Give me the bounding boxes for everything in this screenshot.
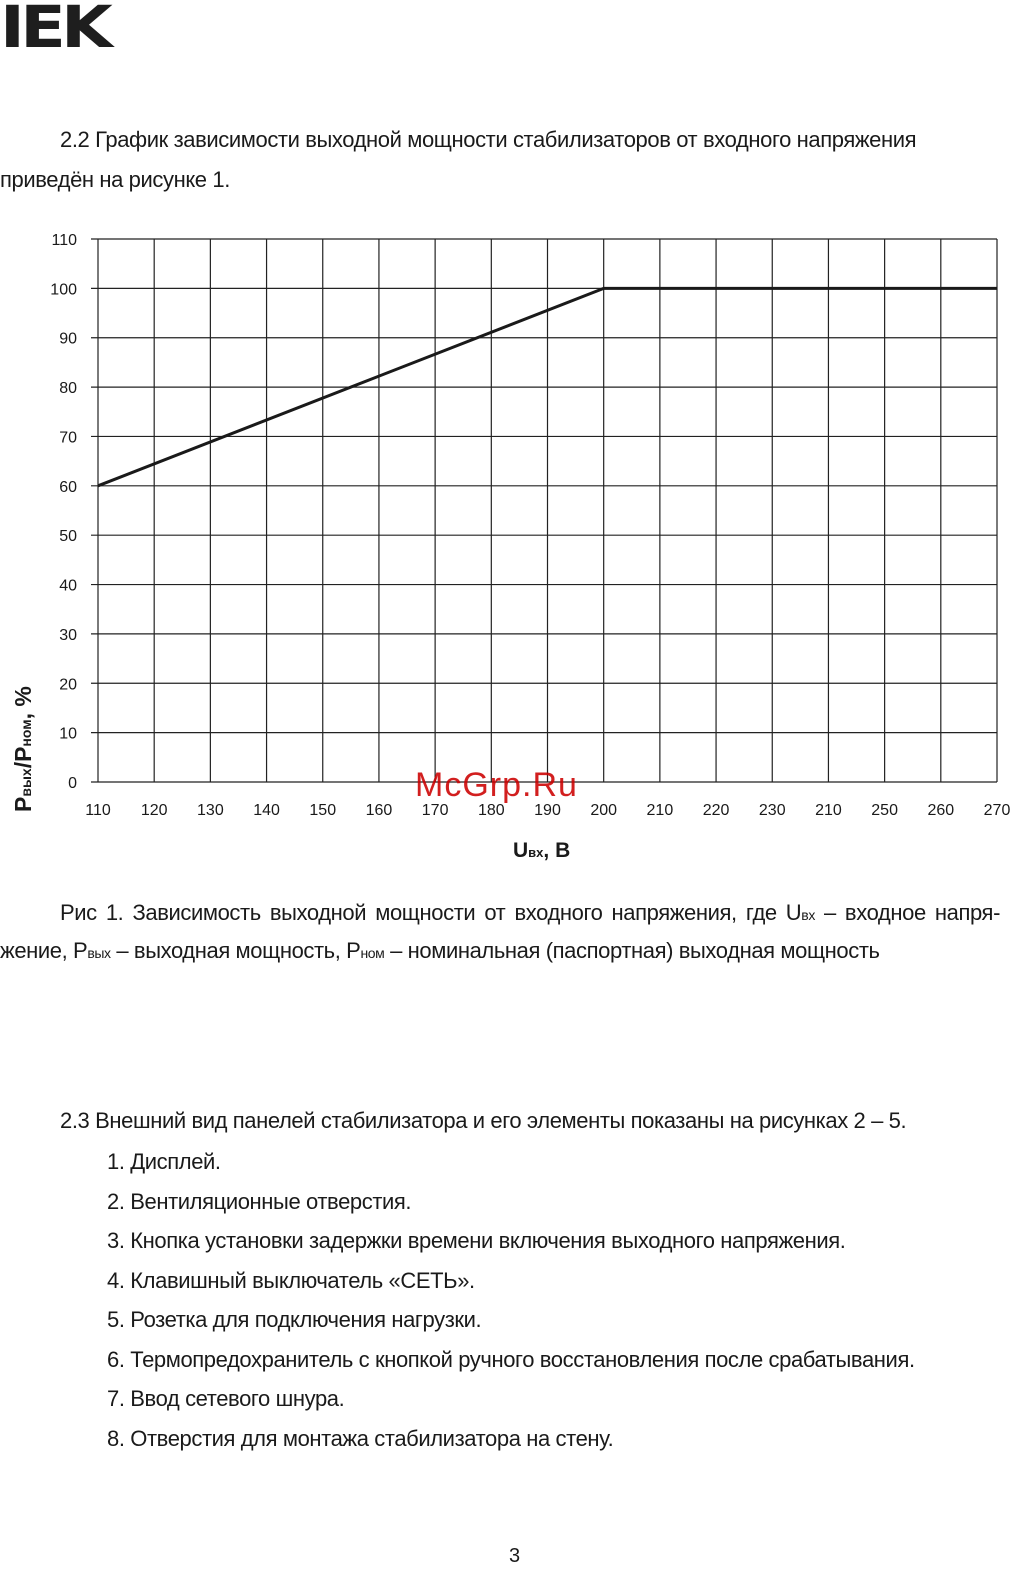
x-tick-label: 120 xyxy=(140,802,168,819)
x-tick-label: 150 xyxy=(309,802,337,819)
x-tick-label: 230 xyxy=(758,802,786,819)
list-item: 2. Вентиляционные отверстия. xyxy=(107,1188,412,1214)
x-tick-label: 170 xyxy=(421,802,449,819)
watermark: McGrp.Ru xyxy=(415,766,578,804)
x-tick-label: 180 xyxy=(477,802,505,819)
y-tick-label: 50 xyxy=(59,528,77,546)
x-tick-label: 110 xyxy=(85,802,111,819)
y-tick-label: 70 xyxy=(59,429,77,447)
x-tick-label: 220 xyxy=(702,802,730,819)
y-tick-label: 60 xyxy=(59,478,77,496)
power-voltage-chart xyxy=(0,225,1029,865)
list-item: 1. Дисплей. xyxy=(107,1149,221,1174)
iek-logo: IEK xyxy=(0,0,109,61)
x-tick-label: 210 xyxy=(815,802,842,819)
list-item: 4. Клавишный выключатель «СЕТЬ». xyxy=(107,1267,475,1293)
y-tick-label: 20 xyxy=(59,676,77,694)
chart-grid xyxy=(91,239,997,782)
y-tick-label: 100 xyxy=(50,281,77,299)
x-tick-label: 270 xyxy=(983,802,1011,819)
y-tick-label: 0 xyxy=(68,775,77,792)
page-number: 3 xyxy=(508,1545,521,1567)
x-tick-label: 250 xyxy=(871,802,898,819)
section-2-3-paragraph: 2.3 Внешний вид панелей стабилизатора и его элементы показаны на рисунках 2 – 5. xyxy=(60,1108,907,1133)
y-tick-label: 40 xyxy=(59,577,77,595)
y-tick-labels xyxy=(50,232,77,792)
x-tick-label: 130 xyxy=(197,802,224,819)
x-tick-label: 160 xyxy=(365,802,393,819)
list-item: 8. Отверстия для монтажа стабилизатора на стену. xyxy=(107,1425,614,1451)
x-tick-label: 260 xyxy=(927,802,955,819)
list-item: 5. Розетка для подключения нагрузки. xyxy=(107,1307,482,1332)
y-tick-label: 30 xyxy=(59,626,77,644)
x-axis-label: Uвх, В xyxy=(513,839,571,862)
figure-caption: Рис 1. Зависимость выходной мощности от входного напряжения, где Uвх – входное напря-жение, Pвых – выходная мощность, Pном – номинальная (паспортная) выходная мощность xyxy=(0,900,1000,963)
y-axis-label: Pвых/Pном, % xyxy=(10,686,36,812)
x-tick-label: 140 xyxy=(253,802,280,819)
x-tick-label: 200 xyxy=(590,802,618,819)
x-tick-labels xyxy=(85,802,1010,819)
y-tick-label: 10 xyxy=(59,725,77,743)
section-2-2-paragraph: 2.2 График зависимости выходной мощности стабилизаторов от входного напряжения приведён на рисунке 1. xyxy=(0,127,917,192)
panel-elements-list xyxy=(107,1142,915,1458)
list-item: 3. Кнопка установки задержки времени включения выходного напряжения. xyxy=(107,1228,846,1253)
list-item: 7. Ввод сетевого шнура. xyxy=(107,1386,345,1411)
y-tick-label: 80 xyxy=(59,380,77,398)
y-tick-label: 110 xyxy=(51,232,77,249)
x-tick-label: 210 xyxy=(646,802,674,819)
y-tick-label: 90 xyxy=(59,330,77,348)
list-item: 6. Термопредохранитель с кнопкой ручного восстановления после срабатывания. xyxy=(107,1346,915,1372)
x-tick-label: 190 xyxy=(534,802,561,819)
